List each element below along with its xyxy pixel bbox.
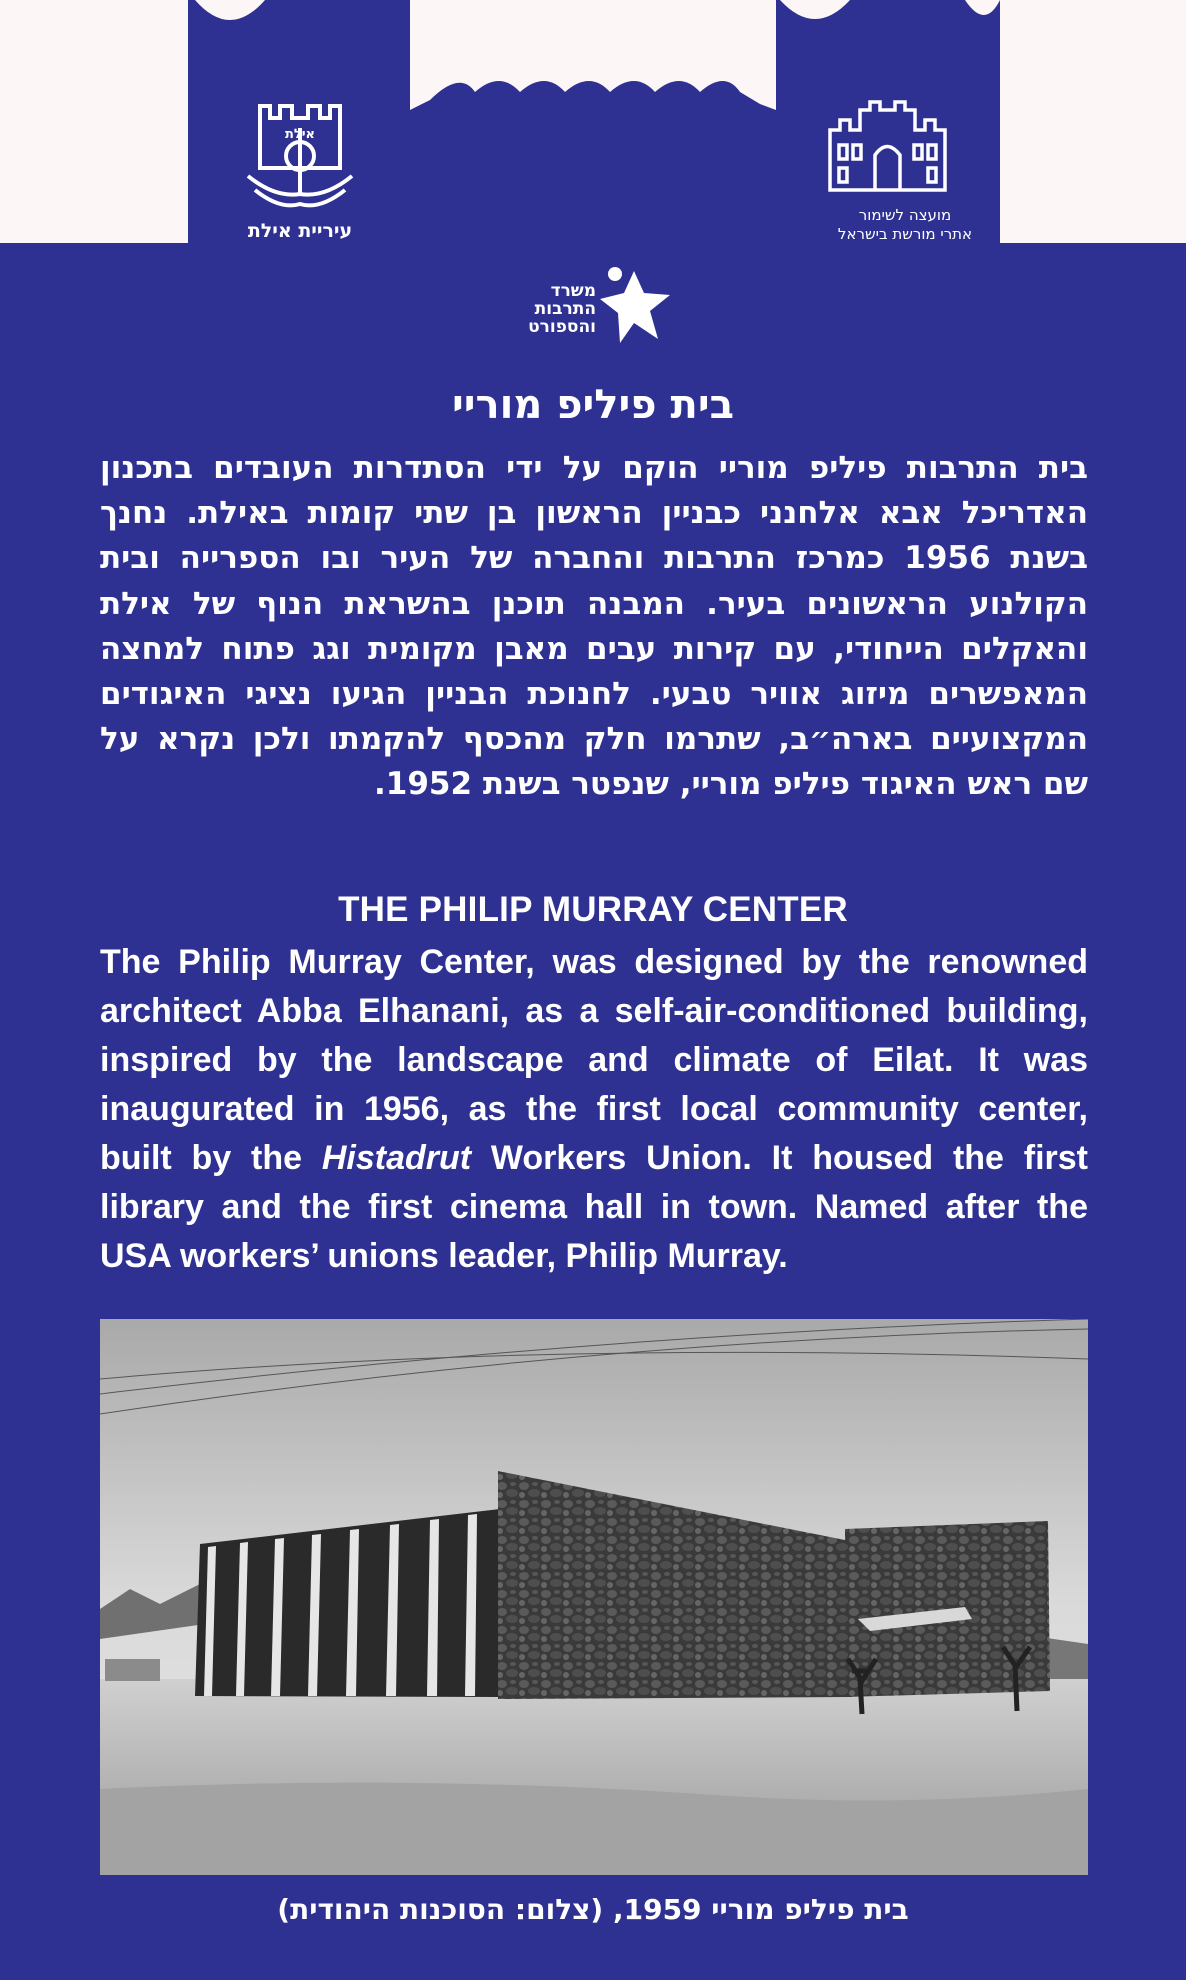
english-text: Workers Union. It housed the first <box>471 1139 1088 1177</box>
emblem-label: אילת <box>284 127 316 142</box>
heritage-council-caption <box>790 206 1020 244</box>
english-line <box>100 1134 1088 1183</box>
ministry-line-2: התרבות <box>534 299 596 319</box>
english-line: inaugurated in 1956, as the first local community center, <box>100 1090 1088 1128</box>
hebrew-title: בית פיליפ מוריי <box>451 382 735 428</box>
english-line: USA workers’ unions leader, Philip Murray. <box>100 1237 788 1275</box>
english-line: architect Abba Elhanani, as a self-air-conditioned building, <box>100 992 1088 1030</box>
english-text: built by the <box>100 1139 322 1177</box>
ministry-line-3: והספורט <box>528 317 596 337</box>
english-line: inspired by the landscape and climate of Eilat. It was <box>100 1041 1088 1079</box>
ministry-label <box>500 282 596 336</box>
eilat-city-caption: עיריית אילת <box>247 220 353 242</box>
ministry-line-1: משרד <box>550 281 596 301</box>
eilat-emblem-icon <box>240 98 360 218</box>
ministry-star-icon <box>598 265 672 349</box>
council-line-1: מועצה לשימור <box>858 206 952 224</box>
hebrew-body: בית התרבות פיליפ מוריי הוקם על ידי הסתדרות העובדים בתכנון האדריכל אבא אלחנני כבניין הראשון בן שתי קומות באילת. נחנך בשנת 1956 כמרכז התרבות והחברה של העיר ובו הספרייה ובית הקולנוע הראשונים בעיר. המבנה תוכנן בהשראת הנוף של אילת והאקלים הייחודי, עם קירות עבים מאבן מקומית וגג פתוח למחצה המאפשרים מיזוג אוויר טבעי. לחנוכת הבניין הגיעו נציגי האיגודים המקצועיים בארה״ב, שתרמו חלק מהכסף להקמתו ולכן נקרא על שם ראש האיגוד פיליפ מוריי, שנפטר בשנת 1952. <box>100 450 1088 803</box>
council-line-2: אתרי מורשת בישראל <box>837 225 973 243</box>
english-title: THE PHILIP MURRAY CENTER <box>338 890 848 929</box>
english-line: The Philip Murray Center, was designed by the renowned <box>100 943 1088 981</box>
building-photo <box>100 1319 1088 1875</box>
photo-hut <box>105 1659 160 1681</box>
english-line: library and the first cinema hall in town. Named after the <box>100 1188 1088 1226</box>
histadrut-italic: Histadrut <box>321 1139 472 1177</box>
english-body <box>100 938 1088 1281</box>
photo-caption: בית פיליפ מוריי 1959, (צלום: הסוכנות היהודית) <box>277 1893 909 1926</box>
heritage-building-icon <box>825 100 950 195</box>
